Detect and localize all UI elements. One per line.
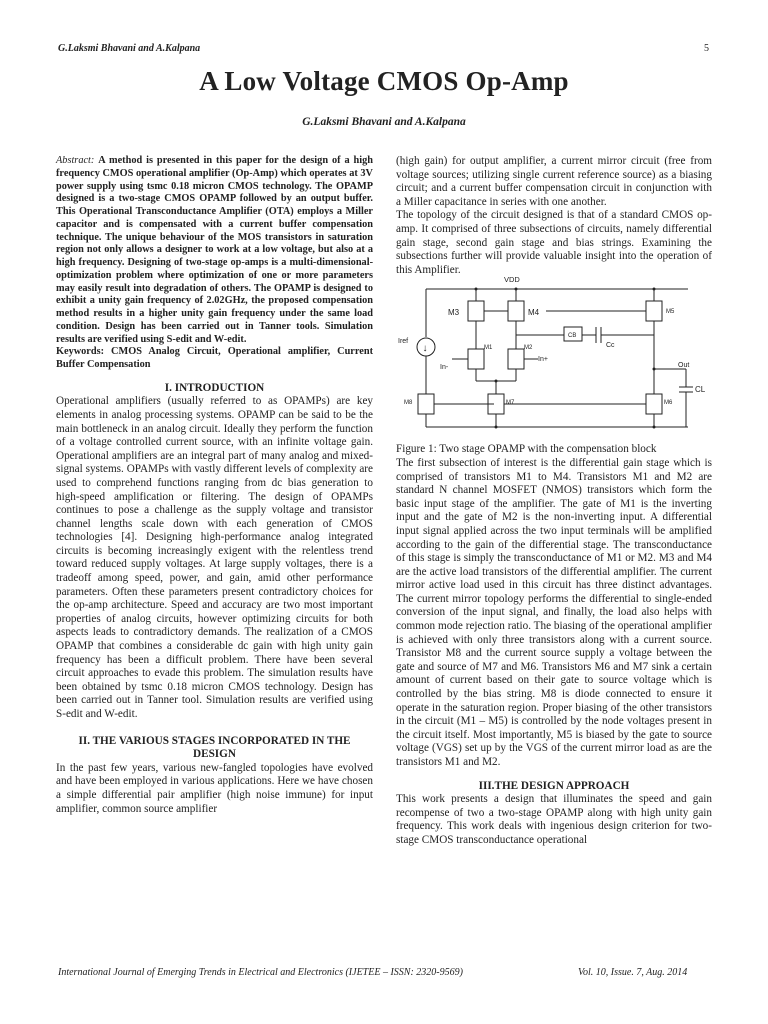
iref-arrow-icon: ↓: [422, 343, 428, 355]
design-approach-text: This work presents a design that illuminates the speed and gain recompense of two a two-stage OPAMP along with high unity gain frequency. This work deals with ingenious design criterion for two-stage CMOS transconductance operational: [396, 793, 712, 846]
m8-transistor: [418, 394, 434, 414]
paper-title: A Low Voltage CMOS Op-Amp: [199, 66, 569, 96]
opamp-schematic-diagram: [396, 279, 712, 439]
label-m1: M1: [484, 345, 493, 352]
abstract-text: A method is presented in this paper for the design of a high frequency CMOS operational amplifier (Op-Amp) which operates at 3V power supply using tsmc 0.18 micron CMOS technology. The OPAMP designed is a two-stage CMOS OPAMP followed by an output buffer. This Operational Transconductance Amplifier (OTA) employs a Miller capacitor and is compensated with a current buffer compensation technique. The unique behaviour of the MOS transistors in saturation region not only allows a designer to work at a low voltage, but also at a high frequency. Designing of two-stage op-amps is a multi-dimensional-optimization problem where optimization of one or more parameters may easily result into degradation of others. The OPAMP is designed to exhibit a unity gain frequency of 2.02GHz, the proposed compensation method results in a higher unity gain frequency under the same load condition. Design has been carried out in Tanner tools. Simulation results are verified using S-edit and W-edit.: [56, 155, 373, 345]
label-cl: CL: [695, 385, 706, 395]
label-vdd: VDD: [504, 275, 520, 285]
keywords: Keywords: CMOS Analog Circuit, Operational amplifier, Current Buffer Compensation: [56, 346, 373, 370]
label-m2: M2: [524, 345, 533, 352]
section-heading-stages: II. THE VARIOUS STAGES INCORPORATED IN THE DESIGN: [78, 734, 351, 761]
abstract-label: Abstract:: [56, 155, 95, 166]
m5-transistor: [646, 301, 662, 321]
footer-journal: International Journal of Emerging Trends in Electrical and Electronics (IJETEE – ISSN: 2320-9569): [58, 967, 463, 978]
figure-opamp-schematic: [396, 275, 712, 439]
stages-text-right-1: (high gain) for output amplifier, a current mirror circuit (free from voltage sources; utilizing single current reference source) as a biasing circuit; and a current buffer compensation circuit in conjunction with a Miller capacitance in series with one another.: [396, 155, 712, 208]
label-m5: M5: [666, 309, 675, 316]
right-column: [396, 155, 712, 848]
paper-authors: G.Laksmi Bhavani and A.Kalpana: [302, 116, 466, 128]
label-m7: M7: [506, 400, 515, 407]
figure-caption: Figure 1: Two stage OPAMP with the compensation block: [396, 443, 657, 456]
label-in-plus: In+: [538, 356, 548, 364]
m3-transistor: [468, 301, 484, 321]
stages-text-left: In the past few years, various new-fangled topologies have evolved and have been employed in various applications. Here we have chosen a simple differential pair amplifier (high noise immune) for input amplifier, common source amplifier: [56, 761, 373, 815]
section-heading-design-approach: III.THE DESIGN APPROACH: [478, 779, 630, 792]
section-heading-introduction: I. INTRODUCTION: [164, 381, 265, 394]
label-m6: M6: [664, 400, 673, 407]
label-m4: M4: [528, 308, 540, 318]
left-column: [56, 155, 373, 816]
m4-transistor: [508, 301, 524, 321]
running-header-author: G.Laksmi Bhavani and A.Kalpana: [58, 43, 201, 54]
label-out: Out: [678, 362, 690, 370]
analysis-text: The first subsection of interest is the differential gain stage which is comprised of transistors M1 to M4. Transistors M1 and M2 are standard N channel MOSFET (NMOS) transistors which form the basic input stage of the amplifier. The gate of M1 is the inverting input and the gate of M2 is the non-inverting input. A differential input signal applied across the two input terminals will be amplified according to the gain of the differential stage. The transconductance of this stage is simply the transconductance of M1 or M2. M3 and M4 are the active load transistors of the differential amplifier. The current mirror active load used in this circuit has three distinct advantages. The current mirror topology performs the differential to single-ended conversion of the input signal, and finally, the load also helps with common mode rejection ratio. The biasing of the operational amplifier is achieved with only three transistors along with a current source. Transistor M8 and the current source supply a voltage between the gate and source of M7 and M6. Transistors M6 and M7 sink a certain amount of current based on their gate to source voltage which is controlled by the bias string. M8 is diode connected to ensure it operate in the saturation region. Proper biasing of the other transistors in the circuit (M1 – M5) is controlled by the node voltages present in the circuit itself. Most importantly, M5 is biased by the gate to source voltage (VGS) set up by the VGS of the current mirror load as are the transistors M1 and M2.: [396, 456, 712, 768]
m1-transistor: [468, 349, 484, 369]
label-iref: Iref: [398, 338, 409, 346]
label-m3: M3: [448, 308, 460, 318]
label-m8: M8: [404, 400, 413, 407]
stages-text-right-2: The topology of the circuit designed is that of a standard CMOS op-amp. It comprised of three subsections of circuits, namely differential gain stage, second gain stage and bias strings. Examining the subsections further will provide valuable insight into the operation of this Amplifier.: [396, 209, 712, 276]
m6-transistor: [646, 394, 662, 414]
label-cc: Cc: [606, 342, 615, 350]
m2-transistor: [508, 349, 524, 369]
footer-volume: Vol. 10, Issue. 7, Aug. 2014: [578, 967, 688, 978]
page-number: 5: [704, 43, 709, 54]
introduction-text: Operational amplifiers (usually referred to as OPAMPs) are key elements in analog processing systems. OPAMP can be said to be the main bottleneck in an analog circuit. Ideally they perform the function of a voltage controlled current source, with an infinite voltage gain. Operational amplifiers are an integral part of many analog and mixed-signal systems. OPAMPs with vastly different levels of complexity are used to comprehend functions ranging from dc bias generation to high-speed amplification or filtering. The design of OPAMPs continues to pose a challenge as the supply voltage and transistor channel lengths scale down with each generation of CMOS technologies [4]. Designing high-performance analog integrated circuits is becoming increasingly exigent with the relentless trend toward reduced supply voltages. At large supply voltages, there is a tradeoff among speed, power, and gain, amid other performance parameters. Often these parameters present contradictory choices for the op-amp architecture. Speed and accuracy are two most important properties of analog circuits, however optimizing circuits for both aspects leads to contradictory demands. The realization of a CMOS OPAMP that combines a considerable dc gain with high unity gain frequency has been a difficult problem. There have been several circuit approaches to evade this problem. The simulation results have been obtained by tsmc 0.18 micron CMOS technology. Design has been carried out in Tanner tool. Simulation results are verified using S-edit and W-edit.: [56, 395, 373, 720]
label-cb: CB: [568, 333, 577, 340]
label-in-minus: In-: [440, 364, 449, 372]
abstract: [56, 155, 373, 346]
